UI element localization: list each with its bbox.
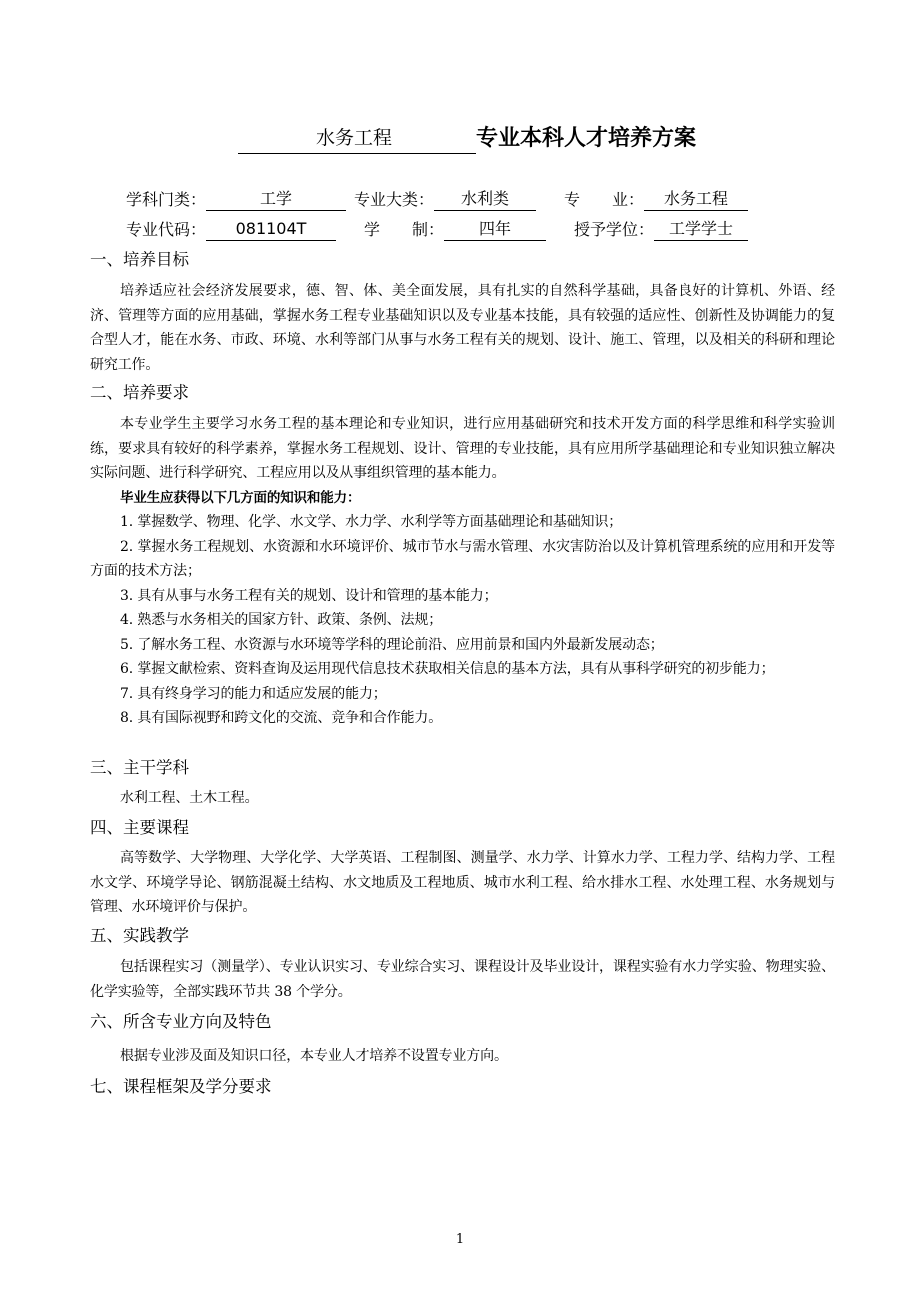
major-label: 专 业： <box>564 190 645 209</box>
code-value: 081104T <box>206 218 336 241</box>
requirement-item: 6. 掌握文献检索、资料查询及运用现代信息技术获取相关信息的基本方法，具有从事科学研究的初步能力； <box>120 661 775 677</box>
requirement-item: 4. 熟悉与水务相关的国家方针、政策、条例、法规； <box>120 612 443 628</box>
section-body-disciplines <box>90 786 835 811</box>
info-row-1 <box>126 187 748 211</box>
degree-value: 工学学士 <box>654 218 748 241</box>
requirement-item: 7. 具有终身学习的能力和适应发展的能力； <box>120 685 387 702</box>
objectives-paragraph: 培养适应社会经济发展要求，德、智、体、美全面发展，具有扎实的自然科学基础，具备良好的计算机、外语、经济、管理等方面的应用基础，掌握水务工程专业基础知识以及专业基本技能，具有较强的适应性、创新性及协调能力的复合型人才，能在水务、市政、环境、水利等部门从事与水务工程有关的规划、设计、施工、管理，以及相关的科研和理论研究工作。 <box>90 283 835 373</box>
title-major-name: 水务工程 <box>238 123 476 154</box>
requirement-item: 8. 具有国际视野和跨文化的交流、竞争和合作能力。 <box>120 710 443 726</box>
section-body-practice <box>90 955 835 1004</box>
discipline-label: 学科门类： <box>126 190 207 209</box>
duration-value: 四年 <box>444 218 546 241</box>
page-number: 1 <box>455 1232 465 1247</box>
section-body-courses <box>90 846 835 920</box>
directions-paragraph: 根据专业涉及面及知识口径，本专业人才培养不设置专业方向。 <box>120 1048 508 1064</box>
requirement-item: 1. 掌握数学、物理、化学、水文学、水力学、水利学等方面基础理论和基础知识； <box>120 514 623 530</box>
section-body-objectives <box>90 279 835 377</box>
duration-label: 学 制： <box>364 220 445 239</box>
section-heading-requirements: 二、培养要求 <box>90 383 189 402</box>
section-body-requirements <box>90 412 835 731</box>
requirement-item: 5. 了解水务工程、水资源与水环境等学科的理论前沿、应用前景和国内外最新发展动态； <box>120 636 664 653</box>
section-heading-objectives: 一、培养目标 <box>90 250 189 269</box>
section-heading-practice: 五、实践教学 <box>90 926 189 945</box>
category-label: 专业大类： <box>354 190 435 209</box>
code-label: 专业代码： <box>126 220 207 239</box>
section-heading-disciplines: 三、主干学科 <box>90 758 189 777</box>
section-body-directions <box>90 1044 835 1069</box>
section-heading-curriculum: 七、课程框架及学分要求 <box>90 1077 272 1096</box>
disciplines-paragraph: 水利工程、土木工程。 <box>120 790 259 806</box>
courses-paragraph: 高等数学、大学物理、大学化学、大学英语、工程制图、测量学、水力学、计算水力学、工程力学、结构力学、工程水文学、环境学导论、钢筋混凝土结构、水文地质及工程地质、城市水利工程、给水排水工程、水处理工程、水务规划与管理、水环境评价与保护。 <box>90 850 835 915</box>
requirement-item: 3. 具有从事与水务工程有关的规划、设计和管理的基本能力； <box>120 587 498 604</box>
section-heading-directions: 六、所含专业方向及特色 <box>90 1012 272 1031</box>
title-suffix: 专业本科人才培养方案 <box>476 126 697 151</box>
degree-label: 授予学位： <box>574 220 655 239</box>
requirements-paragraph: 本专业学生主要学习水务工程的基本理论和专业知识，进行应用基础研究和技术开发方面的科学思维和科学实验训练，要求具有较好的科学素养，掌握水务工程规划、设计、管理的专业技能，具有应用所学基础理论和专业知识独立解决实际问题、进行科学研究、工程应用以及从事组织管理的基本能力。 <box>90 416 835 481</box>
discipline-value: 工学 <box>206 188 346 211</box>
category-value: 水利类 <box>434 188 536 211</box>
practice-paragraph: 包括课程实习（测量学）、专业认识实习、专业综合实习、课程设计及毕业设计，课程实验有水力学实验、物理实验、化学实验等，全部实践环节共 38 个学分。 <box>90 959 835 1000</box>
major-value: 水务工程 <box>644 188 748 211</box>
section-heading-courses: 四、主要课程 <box>90 818 189 837</box>
document-title <box>238 118 696 154</box>
info-row-2 <box>126 217 748 241</box>
requirement-item: 2. 掌握水务工程规划、水资源和水环境评价、城市节水与需水管理、水灾害防治以及计算机管理系统的应用和开发等方面的技术方法； <box>90 538 835 579</box>
requirements-subheading: 毕业生应获得以下几方面的知识和能力： <box>120 489 361 506</box>
